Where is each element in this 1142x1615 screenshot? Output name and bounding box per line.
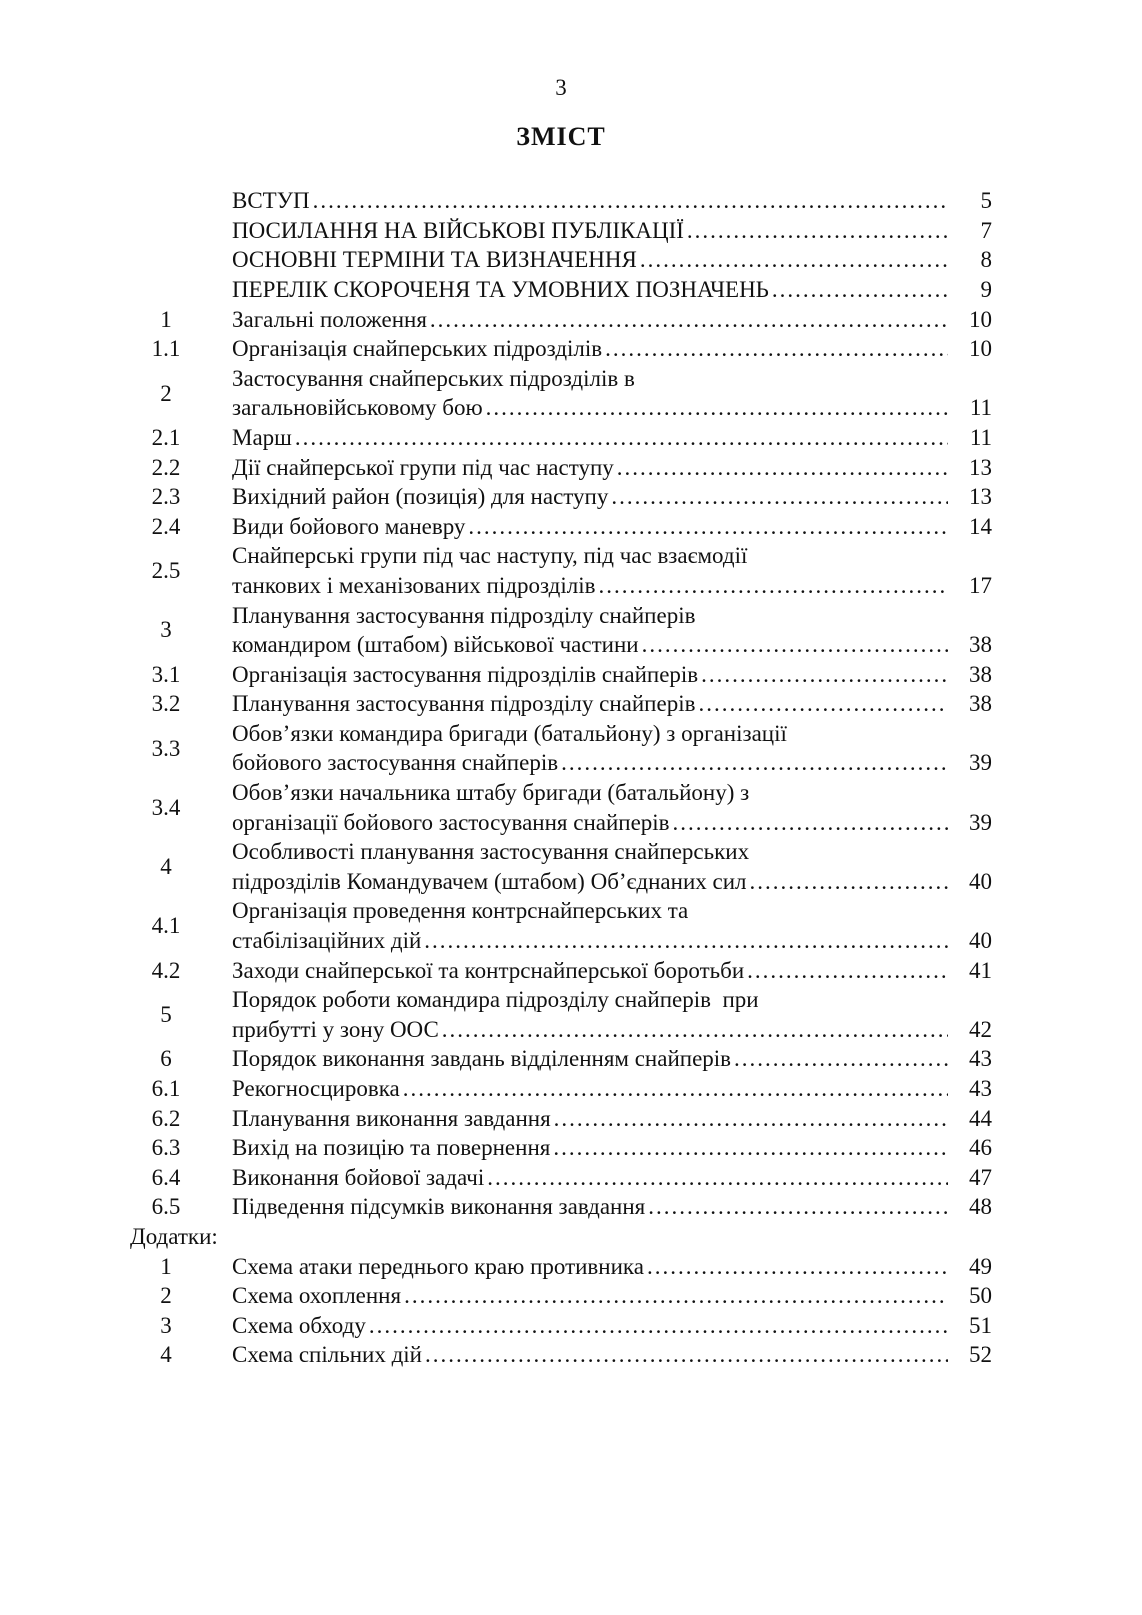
dot-leader — [486, 393, 948, 423]
toc-entry-number: 2.2 — [151, 454, 181, 480]
toc-entry — [130, 778, 992, 837]
toc-entry-title: Вихідний район (позиція) для наступу — [232, 484, 609, 510]
toc-entry-title: Порядок роботи командира підрозділу снайперів при — [232, 987, 759, 1013]
dot-leader — [687, 216, 948, 246]
dot-leader — [442, 1015, 948, 1045]
dot-leader — [430, 305, 948, 335]
toc-entry-title: Організація проведення контрснайперських та — [232, 898, 689, 924]
toc-entry — [130, 1192, 992, 1222]
toc-entry-title: Застосування снайперських підрозділів в — [232, 365, 635, 391]
dot-leader — [424, 926, 948, 956]
toc-entry-title: Планування виконання завдання — [232, 1105, 551, 1131]
toc-entry-number: 2.1 — [151, 424, 181, 450]
toc-entry-page: 5 — [980, 188, 992, 214]
toc-entry-page: 52 — [969, 1342, 992, 1368]
toc-entry-title: Обов’язки командира бригади (батальйону) з організації — [232, 720, 787, 746]
toc-entry-number: 3.3 — [151, 735, 181, 761]
toc-entry-page: 43 — [969, 1076, 992, 1101]
toc-entry-number: 4.1 — [151, 913, 181, 939]
toc-entry-title: Організація снайперських підрозділів — [232, 336, 603, 362]
toc-entry-page: 40 — [969, 928, 992, 954]
toc-entry-title: бойового застосування снайперів — [232, 750, 559, 776]
toc-entry-number: 2.4 — [151, 513, 181, 539]
toc-entry — [130, 1252, 992, 1282]
toc-entry-title: Заходи снайперської та контрснайперської боротьби — [232, 957, 745, 983]
toc-entry-number: 2.5 — [151, 558, 181, 584]
toc-entry-number: 3.1 — [151, 661, 181, 687]
dot-leader — [561, 748, 948, 778]
toc-entry-number: 3 — [160, 617, 172, 643]
dot-leader — [648, 1192, 948, 1222]
toc-entry-page: 50 — [969, 1283, 992, 1309]
toc-entry-page: 38 — [969, 632, 992, 658]
dot-leader — [468, 512, 948, 542]
toc-entry-page: 46 — [969, 1135, 992, 1161]
dot-leader — [642, 630, 948, 660]
toc-entry-title: прибутті у зону ООС — [232, 1016, 439, 1042]
toc-entry-title: Рекогносцировка — [232, 1076, 400, 1101]
toc-entry — [130, 305, 992, 335]
dot-leader — [617, 453, 948, 483]
toc-entry-title: Обов’язки начальника штабу бригади (батальйону) з — [232, 780, 750, 806]
toc-entry-number: 6.5 — [151, 1194, 181, 1220]
dot-leader — [369, 1311, 948, 1341]
toc-entry-page: 13 — [969, 454, 992, 480]
page-number: 3 — [555, 75, 567, 100]
toc-entry-title: Схема обходу — [232, 1312, 366, 1338]
toc-entry — [130, 541, 992, 600]
toc-entry — [130, 601, 992, 660]
toc-entry-title: Види бойового маневру — [232, 513, 466, 539]
dot-leader — [553, 1133, 948, 1163]
toc-entry-title: ПЕРЕЛІК СКОРОЧЕНЯ ТА УМОВНИХ ПОЗНАЧЕНЬ — [232, 276, 769, 302]
toc-entry-page: 8 — [980, 247, 992, 273]
toc-entry — [130, 837, 992, 896]
toc-entry-number: 6.1 — [151, 1076, 181, 1101]
toc-entry — [130, 1074, 992, 1104]
toc-entry — [130, 334, 992, 364]
toc-entry-title: підрозділів Командувачем (штабом) Об’єднаних сил — [232, 868, 747, 894]
toc-entry-number: 1 — [160, 1253, 172, 1279]
toc-entry-title: ПОСИЛАННЯ НА ВІЙСЬКОВІ ПУБЛІКАЦІЇ — [232, 217, 684, 243]
toc-entry — [130, 186, 992, 216]
toc-entry-number: 3.2 — [151, 691, 181, 717]
toc-entry — [130, 985, 992, 1044]
toc-entry-title: Організація застосування підрозділів снайперів — [232, 661, 699, 687]
toc-entry — [130, 482, 992, 512]
toc-entry-page: 51 — [969, 1312, 992, 1338]
dot-leader — [701, 660, 948, 690]
toc-entry-page: 10 — [969, 336, 992, 362]
toc-entry-title: Виконання бойової задачі — [232, 1164, 485, 1190]
toc-entry-number: 2 — [160, 1283, 172, 1309]
toc-entry-title: загальновійськовому бою — [232, 395, 483, 421]
dot-leader — [605, 334, 948, 364]
dot-leader — [647, 1252, 948, 1282]
dot-leader — [295, 423, 948, 453]
toc-entry — [130, 364, 992, 423]
toc-entry-page: 13 — [969, 484, 992, 510]
toc-entry — [130, 245, 992, 275]
toc-entry — [130, 1104, 992, 1134]
dot-leader — [750, 867, 948, 897]
toc-entry-page: 7 — [980, 217, 992, 243]
toc-entry — [130, 1281, 992, 1311]
dot-leader — [734, 1044, 948, 1074]
toc-entry-page: 48 — [969, 1194, 992, 1220]
toc-entry-number: 3.4 — [151, 794, 181, 820]
toc-entry — [130, 453, 992, 483]
toc-entry-title: ВСТУП — [232, 188, 310, 214]
dot-leader — [673, 808, 948, 838]
toc-entry-title: Планування застосування підрозділу снайперів — [232, 691, 696, 717]
toc-entry-page: 42 — [969, 1016, 992, 1042]
toc-entry-number: 6.2 — [151, 1105, 181, 1131]
toc-entry-page: 38 — [969, 661, 992, 687]
toc-entry — [130, 512, 992, 542]
toc-entry-page: 9 — [980, 276, 992, 302]
appendix-heading: Додатки: — [130, 1223, 218, 1249]
toc-entry-page: 40 — [969, 868, 992, 894]
dot-leader — [698, 689, 948, 719]
toc-entry-page: 49 — [969, 1253, 992, 1279]
toc-entry-title: стабілізаційних дій — [232, 928, 422, 954]
toc-entry-number: 6.4 — [151, 1164, 181, 1190]
toc-entry-title: командиром (штабом) військової частини — [232, 632, 639, 658]
toc-entry-page: 38 — [969, 691, 992, 717]
toc-entry — [130, 1133, 992, 1163]
toc-entry — [130, 1044, 992, 1074]
toc-entry-title: Снайперські групи під час наступу, під час взаємодії — [232, 543, 748, 569]
toc-entry-number: 6.3 — [151, 1135, 181, 1161]
dot-leader — [598, 571, 948, 601]
toc-entry-title: ОСНОВНІ ТЕРМІНИ ТА ВИЗНАЧЕННЯ — [232, 247, 637, 273]
toc-entry-page: 11 — [969, 424, 992, 450]
toc-entry-page: 44 — [969, 1105, 992, 1131]
dot-leader — [640, 245, 948, 275]
toc-entry — [130, 896, 992, 955]
toc-entry — [130, 275, 992, 305]
toc-entry-number: 2.3 — [151, 484, 181, 510]
toc-entry — [130, 1163, 992, 1193]
toc-entry — [130, 719, 992, 778]
toc-entry — [130, 1311, 992, 1341]
toc-entry-title: Порядок виконання завдань відділенням снайперів — [232, 1046, 732, 1072]
dot-leader — [772, 275, 948, 305]
page-title: ЗМІСТ — [516, 121, 606, 151]
toc-entry-title: Марш — [232, 424, 292, 450]
toc-entry-title: Вихід на позицію та повернення — [232, 1135, 551, 1161]
toc-entry-title: Підведення підсумків виконання завдання — [232, 1194, 646, 1220]
toc-entry-title: Схема атаки переднього краю противника — [232, 1253, 644, 1279]
toc-entry-page: 11 — [969, 395, 992, 421]
toc-entry-page: 43 — [969, 1046, 992, 1072]
toc-entry-page: 17 — [969, 572, 992, 598]
dot-leader — [554, 1104, 948, 1134]
toc-entry-title: танкових і механізованих підрозділів — [232, 572, 596, 598]
dot-leader — [403, 1074, 948, 1104]
toc-entry-number: 4 — [160, 854, 172, 880]
toc-entry-page: 39 — [969, 809, 992, 835]
toc-entry — [130, 423, 992, 453]
toc-entry — [130, 660, 992, 690]
toc-entry-page: 39 — [969, 750, 992, 776]
toc-entry-number: 2 — [160, 380, 172, 406]
toc-entry — [130, 216, 992, 246]
toc-entry-number: 5 — [160, 1002, 172, 1028]
toc-entry-number: 1.1 — [151, 336, 181, 362]
toc-entry-page: 14 — [969, 513, 992, 539]
toc-entry-number: 4.2 — [151, 957, 181, 983]
table-of-contents — [130, 186, 992, 1370]
dot-leader — [611, 482, 948, 512]
toc-entry-title: Дії снайперської групи під час наступу — [232, 454, 614, 480]
toc-entry-number: 1 — [160, 306, 172, 332]
toc-entry-page: 47 — [969, 1164, 992, 1190]
dot-leader — [404, 1281, 948, 1311]
toc-entry-title: організації бойового застосування снайперів — [232, 809, 670, 835]
dot-leader — [487, 1163, 948, 1193]
toc-entry — [130, 689, 992, 719]
toc-entry-title: Особливості планування застосування снайперських — [232, 839, 750, 865]
dot-leader — [425, 1340, 948, 1370]
dot-leader — [747, 956, 948, 986]
toc-entry-title: Планування застосування підрозділу снайперів — [232, 602, 696, 628]
toc-entry — [130, 1340, 992, 1370]
toc-entry-page: 10 — [969, 306, 992, 332]
toc-entry-number: 6 — [160, 1046, 172, 1072]
toc-entry-title: Схема спільних дій — [232, 1342, 422, 1368]
toc-entry — [130, 956, 992, 986]
toc-entry-number: 4 — [160, 1342, 172, 1368]
toc-entry-title: Схема охоплення — [232, 1283, 402, 1309]
toc-entry-number: 3 — [160, 1312, 172, 1338]
dot-leader — [313, 186, 948, 216]
toc-entry-title: Загальні положення — [232, 306, 427, 332]
toc-entry-page: 41 — [969, 957, 992, 983]
